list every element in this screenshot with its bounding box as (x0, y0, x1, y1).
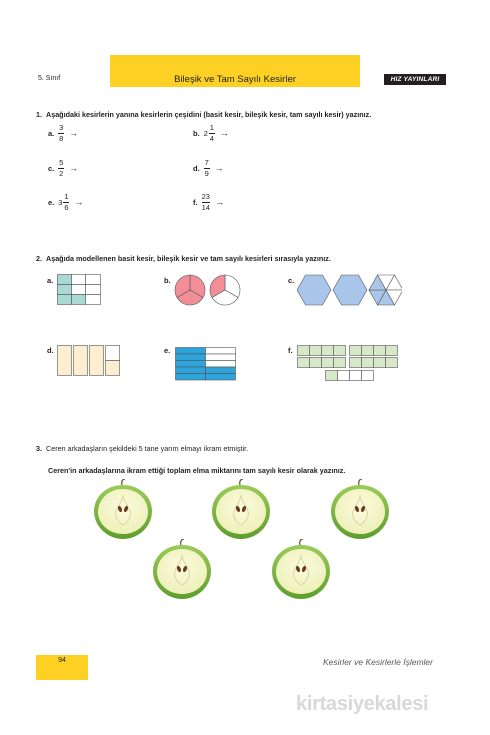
half-apple-image (210, 479, 272, 541)
question-number: 2. (36, 254, 42, 263)
fraction-item-b (193, 124, 229, 142)
half-apple-image (151, 539, 213, 601)
arrow-icon: → (214, 163, 224, 173)
item-label: d. (193, 163, 200, 173)
fraction: $\frac{1}{4}$ (209, 123, 214, 143)
item-label: b. (193, 128, 200, 138)
whole-part: 3 (58, 197, 63, 207)
section-title: Kesirler ve Kesirlerle İşlemler (322, 657, 433, 667)
question-number: 3. (36, 444, 42, 453)
model-label-d: d. (47, 346, 54, 355)
question-text: Ceren arkadaşların şekildeki 5 tane yarım elmayı ikram etmiştir. (46, 444, 249, 453)
question-text: Aşağıdaki kesirlerin yanına kesirlerin çeşidini (basit kesir, bileşik kesir, tam sayılı kesir) yazınız. (46, 110, 372, 119)
fraction: $\frac{7}{9}$ (204, 158, 209, 178)
fraction: $\frac{5}{2}$ (59, 158, 64, 178)
arrow-icon: → (69, 163, 79, 173)
watermark: kirtasiyekalesi (296, 693, 429, 715)
model-d-bars (57, 345, 123, 377)
half-apple-image (270, 539, 332, 601)
page-title: Bileşik ve Tam Sayılı Kesirler (174, 74, 296, 85)
fraction: $\frac{1}{6}$ (64, 192, 69, 212)
fraction-item-d (193, 159, 224, 177)
page-number: 94 (58, 657, 66, 664)
model-c-hexagons (297, 274, 402, 306)
model-label-b: b. (164, 276, 171, 285)
arrow-icon: → (214, 197, 224, 207)
model-label-e: e. (164, 346, 171, 355)
item-label: a. (48, 128, 55, 138)
question-number: 1. (36, 110, 42, 119)
model-label-c: c. (288, 276, 295, 285)
item-label: c. (48, 163, 55, 173)
grade-label: 5. Sınıf (38, 75, 61, 82)
model-a-grid (57, 274, 102, 305)
arrow-icon: → (74, 197, 84, 207)
fraction-item-f (193, 193, 224, 211)
question-3-prompt: Ceren'in arkadaşlarına ikram ettiği toplam elma miktarını tam sayılı kesir olarak yazınız. (48, 466, 346, 475)
fraction-item-c (48, 159, 78, 177)
question-2 (36, 254, 331, 263)
publisher-logo: HIZ YAYINLARI (384, 74, 446, 85)
fraction: $\frac{23}{14}$ (201, 192, 210, 212)
model-b-circles (174, 274, 242, 306)
model-label-f: f. (288, 346, 293, 355)
model-f-strips (297, 345, 401, 383)
arrow-icon: → (69, 128, 79, 138)
question-1 (36, 110, 371, 119)
question-3 (36, 444, 248, 453)
model-label-a: a. (47, 276, 54, 285)
half-apple-image (92, 479, 154, 541)
arrow-icon: → (219, 128, 229, 138)
fraction: $\frac{3}{8}$ (59, 123, 64, 143)
item-label: e. (48, 197, 55, 207)
question-text: Aşağıda modellenen basit kesir, bileşik kesir ve tam sayılı kesirleri sırasıyla yazınız. (46, 254, 331, 263)
item-label: f. (193, 197, 198, 207)
whole-part: 2 (203, 128, 208, 138)
model-e-grid (175, 347, 237, 381)
half-apple-image (329, 479, 391, 541)
fraction-item-a (48, 124, 78, 142)
fraction-item-e (48, 193, 83, 211)
